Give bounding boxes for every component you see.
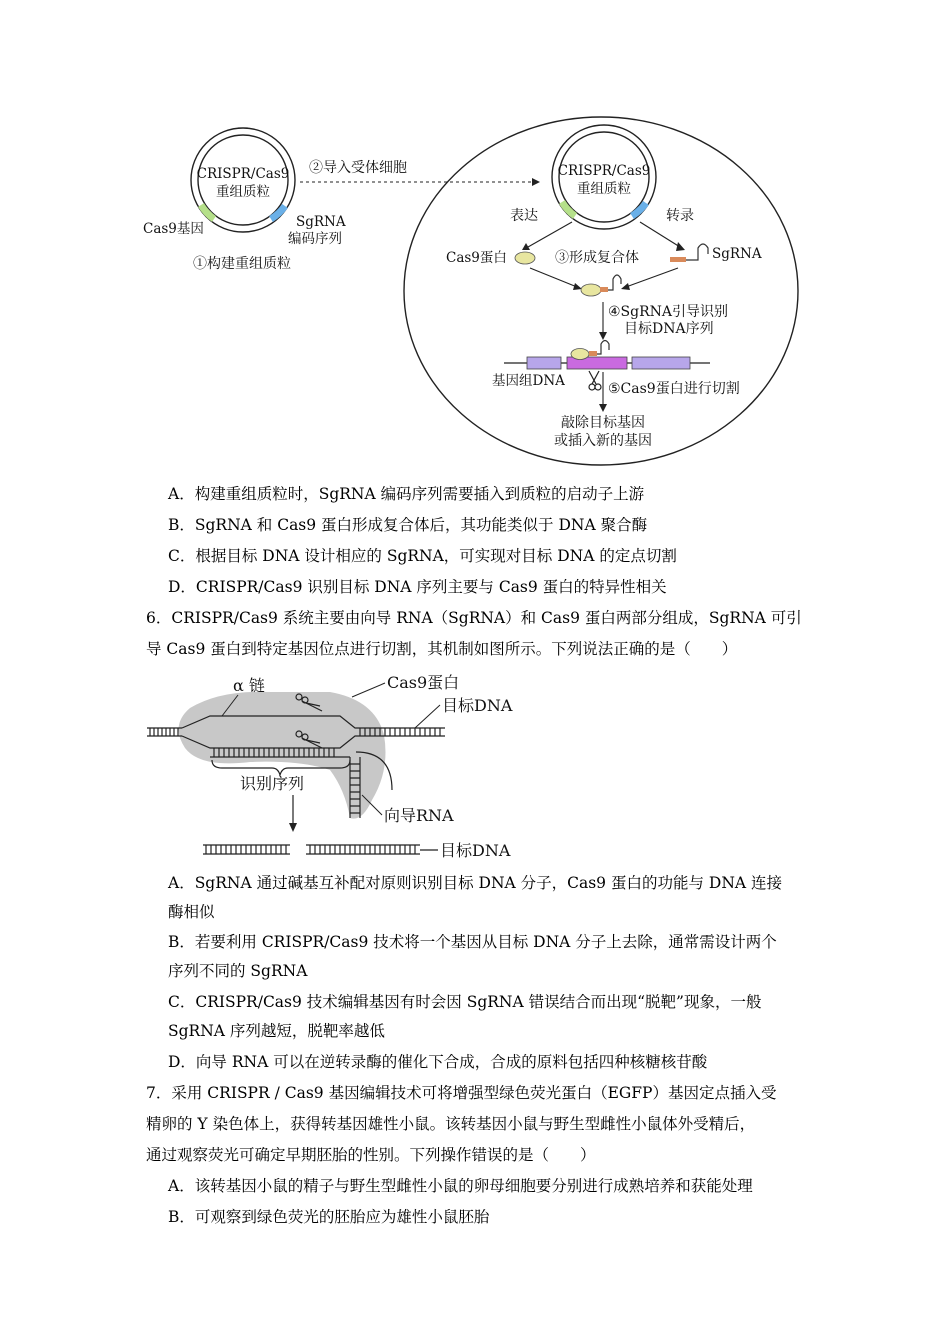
figure-cas9-mechanism [0,660,950,870]
step3-label: ③形成复合体 [555,250,639,266]
q6-stem-1: 6．CRISPR/Cas9 系统主要由向导 RNA（SgRNA）和 Cas9 蛋白两部分组成，SgRNA 可引 [146,609,802,627]
recognition-seq-label: 识别序列 [240,774,305,793]
q6-option-b-line2: 序列不同的 SgRNA [168,962,308,980]
scissors-icon [589,371,601,390]
q5-option-c: C．根据目标 DNA 设计相应的 SgRNA，可实现对目标 DNA 的定点切割 [168,547,677,565]
cas9-protein-label-2: Cas9蛋白 [387,673,460,692]
step1-label: ①构建重组质粒 [193,256,291,272]
figure-crispr-workflow [0,0,950,480]
cas9-sgrna-complex [581,275,621,296]
q6-option-c-line2: SgRNA 序列越短，脱靶率越低 [168,1022,385,1040]
cas9-protein-shape [515,252,535,264]
cas9-gene-label: Cas9基因 [143,221,204,237]
sgrna-code-label-1: SgRNA [296,214,346,230]
q6-option-a-line2: 酶相似 [168,903,215,921]
q7-stem-3: 通过观察荧光可确定早期胚胎的性别。下列操作错误的是（ ） [146,1146,596,1164]
plasmid-left-label-2: 重组质粒 [216,184,270,200]
result-label-2: 或插入新的基因 [554,433,652,449]
result-label-1: 敲除目标基因 [561,415,645,431]
step5-label: ⑤Cas9蛋白进行切割 [608,381,740,397]
plasmid-right-label-2: 重组质粒 [577,181,631,197]
sgrna-code-label-2: 编码序列 [288,231,342,247]
target-dna-label-top: 目标DNA [442,696,513,715]
q5-option-d: D．CRISPR/Cas9 识别目标 DNA 序列主要与 Cas9 蛋白的特异性相关 [168,578,667,596]
q7-option-a: A．该转基因小鼠的精子与野生型雌性小鼠的卵母细胞要分别进行成熟培养和获能处理 [168,1177,753,1195]
q5-option-b: B．SgRNA 和 Cas9 蛋白形成复合体后，其功能类似于 DNA 聚合酶 [168,516,648,534]
plasmid-left-label-1: CRISPR/Cas9 [196,166,290,182]
q6-option-a-line1: A．SgRNA 通过碱基互补配对原则识别目标 DNA 分子，Cas9 蛋白的功能与 DNA 连接 [168,874,783,892]
genome-dna [504,341,710,370]
plasmid-right-label-1: CRISPR/Cas9 [557,163,651,179]
sgrna-shape [670,244,708,262]
q7-stem-2: 精卵的 Y 染色体上，获得转基因雄性小鼠。该转基因小鼠与野生型雌性小鼠体外受精后， [146,1115,756,1133]
alpha-chain-label: α 链 [233,676,265,695]
sgrna-label: SgRNA [712,246,762,262]
q5-option-a: A．构建重组质粒时，SgRNA 编码序列需要插入到质粒的启动子上游 [168,485,645,503]
q6-stem-2: 导 Cas9 蛋白到特定基因位点进行切割，其机制如图所示。下列说法正确的是（ ） [146,640,738,658]
cas9-protein-label: Cas9蛋白 [446,250,507,266]
target-dna-label-bottom: 目标DNA [440,841,511,860]
cut-target-dna [203,845,438,854]
genome-dna-label: 基因组DNA [492,373,565,389]
q7-option-b: B．可观察到绿色荧光的胚胎应为雄性小鼠胚胎 [168,1208,490,1226]
q7-stem-1: 7．采用 CRISPR / Cas9 基因编辑技术可将增强型绿色荧光蛋白（EGFP）基因定点插入受 [146,1084,777,1102]
q6-option-c-line1: C．CRISPR/Cas9 技术编辑基因有时会因 SgRNA 错误结合而出现“脱靶”现象，一般 [168,993,762,1011]
guide-rna-label: 向导RNA [384,806,454,825]
transcribe-label: 转录 [666,208,694,224]
step4-label-1: ④SgRNA引导识别 [608,304,729,320]
step4-label-2: 目标DNA序列 [624,321,714,337]
q6-option-d: D．向导 RNA 可以在逆转录酶的催化下合成，合成的原料包括四种核糖核苷酸 [168,1053,708,1071]
step2-label: ②导入受体细胞 [309,160,407,176]
express-label: 表达 [510,208,538,224]
q6-option-b-line1: B．若要利用 CRISPR/Cas9 技术将一个基因从目标 DNA 分子上去除，通常需设计两个 [168,933,777,951]
